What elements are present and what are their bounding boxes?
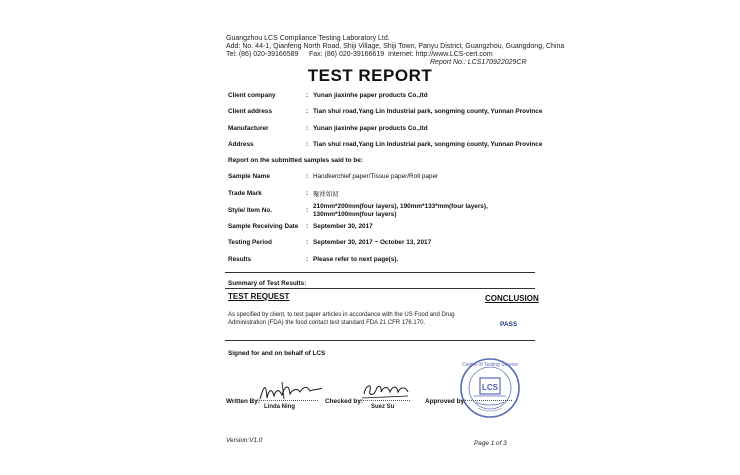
- lcs-official-seal-icon: [458, 356, 522, 420]
- colon: :: [306, 141, 309, 148]
- page-number: Page 1 of 3: [474, 440, 507, 447]
- field-value-address: Tian shui road,Yang Lin Industrial park, songming county, Yunnan Province: [313, 141, 543, 148]
- field-label-client-company: Client company: [228, 92, 276, 99]
- field-label-style-item-no: Style/ Item No.: [228, 207, 273, 214]
- divider: [225, 288, 535, 289]
- colon: :: [306, 190, 309, 197]
- checked-by-label: Checked by:: [325, 398, 364, 405]
- colon: :: [306, 108, 309, 115]
- lab-tel: Tel: (86) 020-39166589: [226, 51, 299, 58]
- report-number: Report No.: LCS170922029CR: [430, 59, 527, 66]
- approved-by-label: Approved by:: [425, 398, 467, 405]
- colon: :: [306, 239, 309, 246]
- lab-address: Add: No. 44-1, Qianfeng North Road, Shiji Village, Shiji Town, Panyu District, Guangzhou, Guangdong, China: [226, 43, 565, 50]
- field-label-manufacturer: Manufacturer: [228, 125, 269, 132]
- test-request-text-line-2: Administration (FDA) the food contact test standard FDA 21 CFR 176.170.: [228, 320, 426, 326]
- svg-text:Centre of Testing Service: Centre of Testing Service: [462, 362, 518, 368]
- lab-name: Guangzhou LCS Compliance Testing Laboratory Ltd.: [226, 35, 390, 42]
- signature-line: [256, 400, 318, 401]
- field-value-trade-mark: 聚祥如初: [313, 191, 339, 198]
- field-label-client-address: Client address: [228, 108, 273, 115]
- page-title: TEST REPORT: [307, 66, 433, 85]
- field-value-style-item-no: 210mm*200mm(four layers), 190mm*133*mm(four layers), 130mm*100mm(four layers): [313, 203, 488, 218]
- field-label-address: Address: [228, 141, 254, 148]
- field-value-manufacturer: Yunan jiaxinhe paper products Co.,ltd: [313, 125, 428, 132]
- colon: :: [306, 207, 309, 214]
- colon: :: [306, 256, 309, 263]
- lab-fax: Fax: (86) 020-39166619: [309, 51, 385, 58]
- colon: :: [306, 223, 309, 230]
- divider: [225, 272, 535, 273]
- field-label-trade-mark: Trade Mark: [228, 190, 262, 197]
- test-request-text-line-1: As specified by client, to test paper articles in accordance with the US Food and Drug: [228, 312, 455, 318]
- samples-intro: Report on the submitted samples said to be:: [228, 157, 363, 164]
- summary-label: Summary of Test Results:: [228, 280, 307, 287]
- field-label-sample-receiving-date: Sample Receiving Date: [228, 223, 299, 230]
- signature-line: [358, 400, 410, 401]
- lab-internet: Internet: http://www.LCS-cert.com: [388, 51, 493, 58]
- field-value-testing-period: September 30, 2017 ~ October 13, 2017: [313, 239, 432, 246]
- field-value-sample-name: Handkerchief paper/Tissue paper/Roll paper: [313, 173, 439, 180]
- suez-su-signature: [360, 380, 412, 402]
- colon: :: [306, 173, 309, 180]
- test-request-header: TEST REQUEST: [228, 292, 290, 301]
- field-value-results: Please refer to next page(s).: [313, 256, 399, 263]
- field-value-client-address: Tian shui road,Yang Lin Industrial park, songming county, Yunnan Province: [313, 108, 543, 115]
- field-value-sample-receiving-date: September 30, 2017: [313, 223, 373, 230]
- written-by-name: Linda Ning: [264, 404, 295, 410]
- field-value-client-company: Yunan jiaxinhe paper products Co.,ltd: [313, 92, 428, 99]
- written-by-label: Written By:: [226, 398, 260, 405]
- divider: [225, 340, 535, 341]
- version-label: Version:V1.0: [226, 437, 263, 444]
- checked-by-name: Suez Su: [371, 404, 395, 410]
- conclusion-header: CONCLUSION: [485, 294, 539, 303]
- field-label-testing-period: Testing Period: [228, 239, 272, 246]
- field-label-results: Results: [228, 256, 252, 263]
- colon: :: [306, 92, 309, 99]
- svg-text:LCS: LCS: [482, 383, 498, 392]
- field-label-sample-name: Sample Name: [228, 173, 270, 180]
- signed-for-label: Signed for and on behalf of LCS: [228, 350, 326, 357]
- colon: :: [306, 125, 309, 132]
- conclusion-pass: PASS: [500, 321, 518, 328]
